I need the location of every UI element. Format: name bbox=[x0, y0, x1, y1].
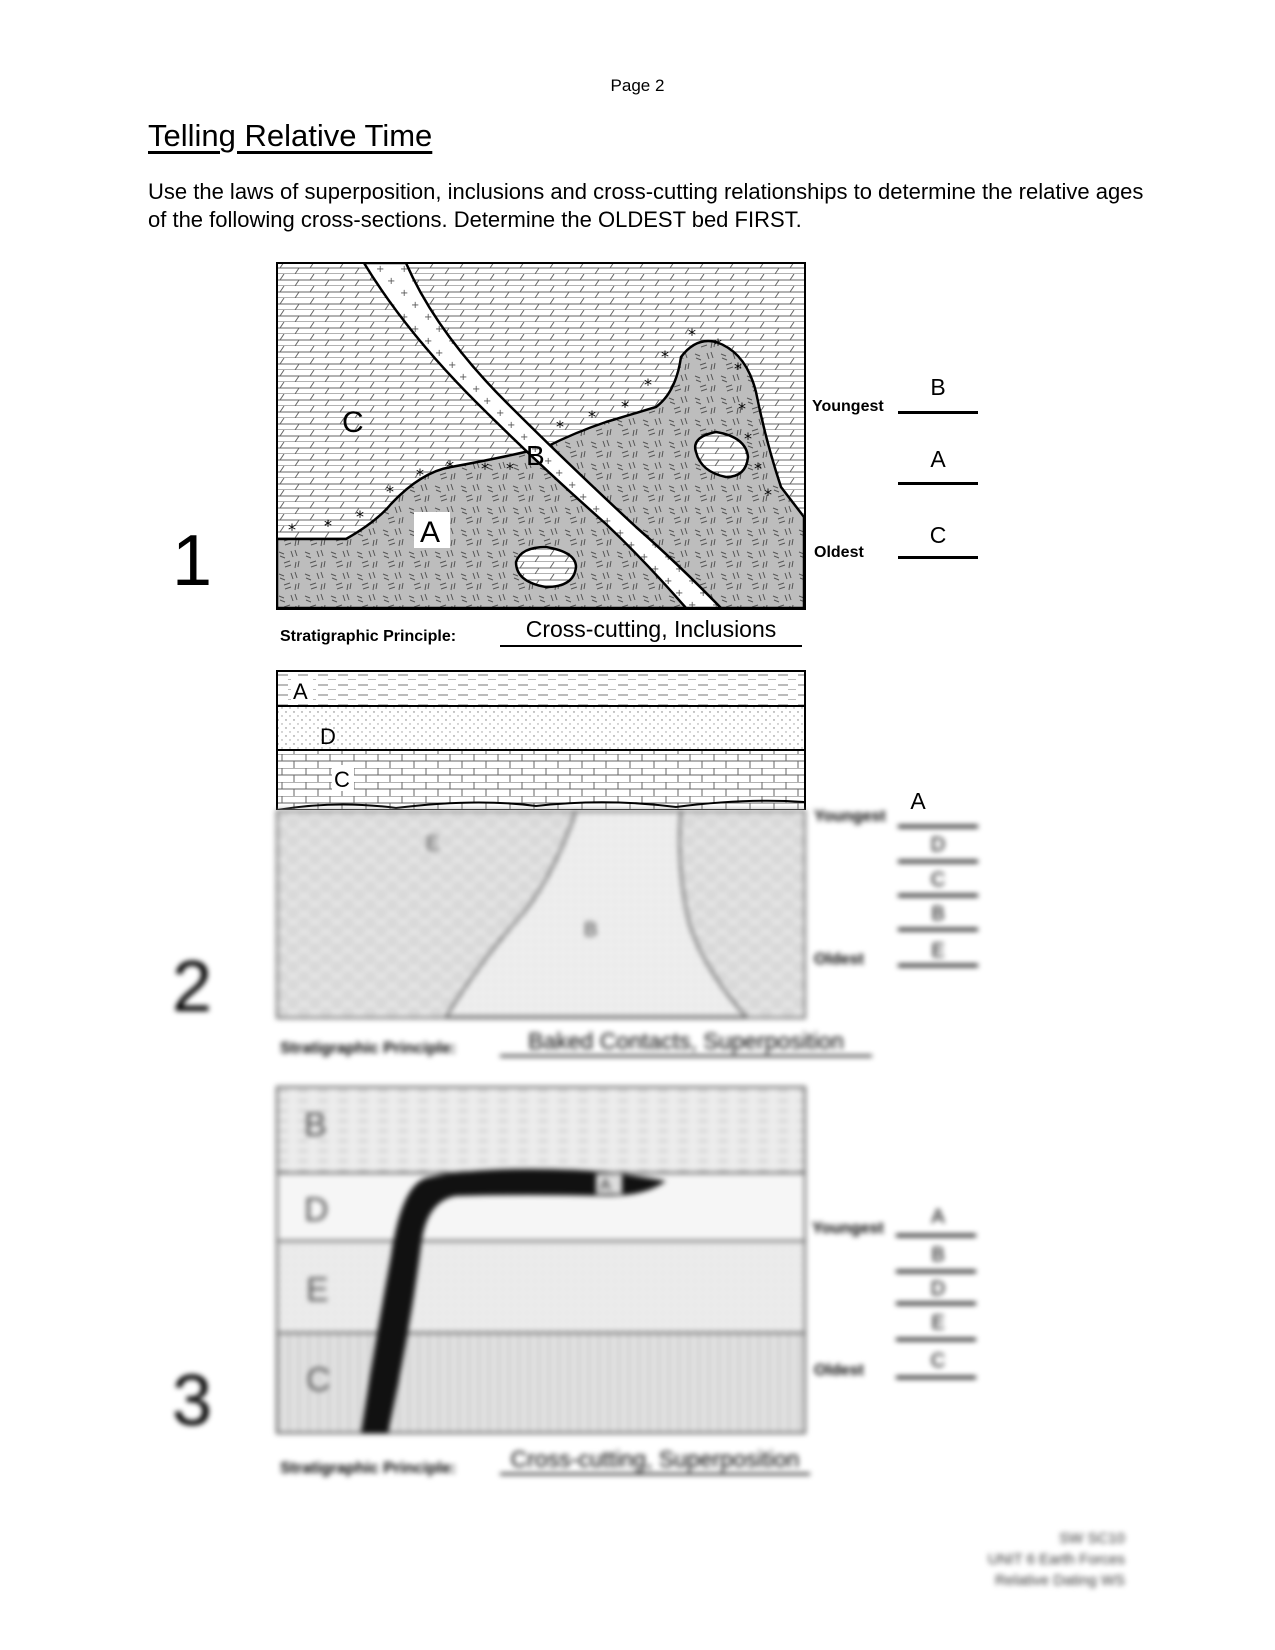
answer-line bbox=[896, 1234, 976, 1237]
svg-text:*: * bbox=[556, 417, 564, 436]
youngest-label: Youngest bbox=[812, 398, 884, 415]
svg-text:*: * bbox=[754, 459, 762, 478]
svg-text:*: * bbox=[324, 516, 332, 535]
answer-3-5: C bbox=[930, 1350, 946, 1372]
svg-text:*: * bbox=[644, 375, 652, 394]
answer-3-4: E bbox=[931, 1312, 945, 1334]
answer-1-3: C bbox=[929, 522, 947, 548]
unit-b-label: B bbox=[526, 440, 545, 471]
answer-line bbox=[898, 964, 978, 967]
footer-line: UNIT 6 Earth Forces bbox=[987, 1551, 1125, 1568]
unit-3d-label: D bbox=[304, 1191, 329, 1229]
svg-text:*: * bbox=[738, 399, 746, 418]
svg-text:*: * bbox=[506, 459, 514, 478]
svg-text:*: * bbox=[734, 359, 742, 378]
answer-1-1: B bbox=[930, 374, 946, 400]
instructions-text: Use the laws of superposition, inclusions and cross-cutting relationships to determine the relative ages of the following cross-sections. Determine the OLDEST bed FIRST. bbox=[148, 179, 1144, 232]
answer-line bbox=[898, 928, 978, 931]
answer-3-3: D bbox=[930, 1278, 946, 1300]
unit-3c-label: C bbox=[306, 1361, 331, 1399]
answer-line bbox=[898, 860, 978, 863]
principle-label-1: Stratigraphic Principle: bbox=[280, 628, 457, 645]
unit-2d-label: D bbox=[320, 724, 336, 749]
unit-2e-label: E bbox=[426, 833, 440, 855]
answer-2-4: B bbox=[931, 903, 945, 925]
page-number: Page 2 bbox=[610, 76, 665, 95]
unit-2a-label: A bbox=[293, 679, 308, 704]
answer-2-3: C bbox=[930, 869, 946, 891]
cross-section-2-bottom bbox=[276, 810, 806, 1020]
answer-line bbox=[896, 1302, 976, 1305]
svg-text:*: * bbox=[446, 457, 454, 476]
page-title: Telling Relative Time bbox=[148, 118, 433, 153]
oldest-label-2: Oldest bbox=[814, 951, 864, 968]
svg-text:*: * bbox=[621, 397, 629, 416]
youngest-label-2: Youngest bbox=[814, 808, 886, 825]
svg-text:*: * bbox=[288, 520, 296, 539]
principle-answer-1: Cross-cutting, Inclusions bbox=[500, 616, 802, 647]
answer-2-2: D bbox=[930, 834, 946, 856]
svg-text:*: * bbox=[764, 485, 772, 504]
unit-3a-label: A bbox=[600, 1177, 611, 1194]
footer-line: Relative Dating WS bbox=[994, 1572, 1125, 1589]
answer-2-1: A bbox=[910, 788, 926, 814]
footer-info bbox=[988, 1528, 1125, 1591]
answer-line bbox=[898, 825, 978, 828]
principle-answer-2: Baked Contacts, Superposition bbox=[500, 1028, 872, 1057]
oldest-label-3: Oldest bbox=[814, 1362, 864, 1379]
svg-text:*: * bbox=[744, 429, 752, 448]
answer-1-2: A bbox=[930, 446, 946, 472]
unit-2b-label: B bbox=[584, 919, 598, 941]
unit-3b-label: B bbox=[304, 1106, 327, 1144]
principle-label-3: Stratigraphic Principle: bbox=[280, 1460, 457, 1477]
unit-a-label: A bbox=[420, 516, 441, 549]
answer-line bbox=[896, 1338, 976, 1341]
section-1-number: 1 bbox=[172, 521, 213, 601]
answer-2-5: E bbox=[931, 940, 945, 962]
svg-text:*: * bbox=[356, 507, 364, 526]
answer-line bbox=[896, 1270, 976, 1273]
svg-text:*: * bbox=[386, 482, 394, 501]
footer-line: SW SC10 bbox=[1059, 1530, 1125, 1547]
svg-text:*: * bbox=[481, 459, 489, 478]
svg-text:*: * bbox=[661, 347, 669, 366]
unit-3e-label: E bbox=[306, 1271, 329, 1309]
answer-line bbox=[898, 894, 978, 897]
section-2-number: 2 bbox=[172, 947, 213, 1027]
unit-2c-label: C bbox=[334, 767, 350, 792]
principle-label-2: Stratigraphic Principle: bbox=[280, 1040, 457, 1057]
cross-section-3-diagram bbox=[276, 1086, 806, 1436]
answer-3-1: A bbox=[931, 1206, 945, 1228]
section-3-number: 3 bbox=[172, 1361, 213, 1441]
youngest-label-3: Youngest bbox=[812, 1220, 884, 1237]
svg-text:*: * bbox=[416, 465, 424, 484]
svg-text:*: * bbox=[588, 407, 596, 426]
unit-c-label: C bbox=[342, 406, 364, 439]
svg-text:*: * bbox=[688, 325, 696, 344]
oldest-label: Oldest bbox=[814, 544, 864, 561]
answer-3-2: B bbox=[931, 1244, 945, 1266]
answer-line bbox=[896, 1376, 976, 1379]
principle-answer-3: Cross-cutting, Superposition bbox=[500, 1446, 810, 1475]
svg-text:*: * bbox=[714, 335, 722, 354]
